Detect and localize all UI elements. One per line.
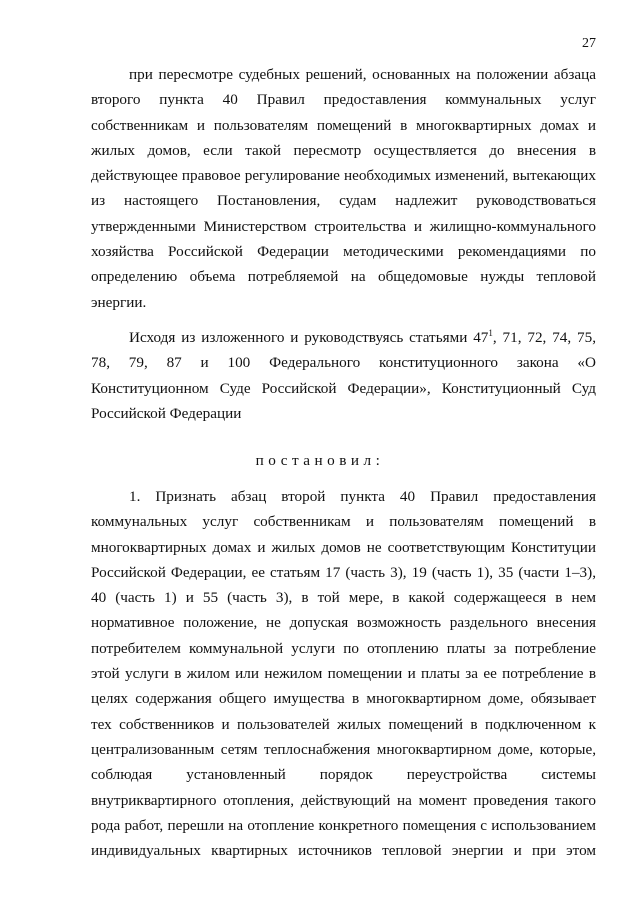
text-line: соблюдая установленный порядок переустройства системы — [91, 766, 596, 784]
text-line: коммунальных услуг собственникам и пользователям помещений в — [91, 513, 596, 531]
text-line: второго пункта 40 Правил предоставления коммунальных услуг — [91, 91, 596, 109]
text-line: Российской Федерации, ее статьям 17 (часть 3), 19 (часть 1), 35 (части 1–3), — [91, 563, 596, 581]
superscript: 1 — [488, 328, 493, 338]
text-line: 78, 79, 87 и 100 Федерального конституционного закона «О — [91, 354, 596, 372]
text-line: рода работ, перешли на отопление конкретного помещения с использованием — [91, 816, 596, 834]
text-line: тех собственников и пользователей жилых помещений в подключенном к — [91, 715, 596, 733]
text-line: Российской Федерации — [91, 404, 242, 422]
text-line: внутриквартирного отопления, действующий на момент проведения такого — [91, 791, 596, 809]
page-number: 27 — [582, 36, 596, 51]
text-fragment: Исходя из изложенного и руководствуясь статьями 47 — [129, 329, 489, 346]
text-line: этой услуги в жилом или нежилом помещении и платы за ее потребление в — [91, 665, 596, 683]
text-line: 40 (часть 1) и 55 (часть 3), в той мере, в какой содержащееся в нем — [91, 589, 596, 607]
text-line: Конституционном Суде Российской Федерации», Конституционный Суд — [91, 379, 596, 397]
text-line: целях содержания общего имущества в многоквартирном доме, обязывает — [91, 690, 596, 708]
text-line: из настоящего Постановления, судам надлежит руководствоваться — [91, 192, 596, 210]
text-line: собственникам и пользователям помещений в многоквартирных домах и — [91, 116, 596, 134]
text-line: потребителем коммунальной услуги по отоплению платы за потребление — [91, 639, 596, 657]
text-line-with-superscript — [91, 325, 596, 350]
text-line: при пересмотре судебных решений, основанных на положении абзаца — [129, 66, 596, 83]
text-line: энергии. — [91, 293, 147, 311]
text-line: централизованным сетям теплоснабжения многоквартирном доме, которые, — [91, 740, 596, 758]
text-line: определению объема потребляемой на общедомовые нужды тепловой — [91, 268, 596, 286]
text-line: нормативное положение, не допуская возможность раздельного внесения — [91, 614, 596, 632]
text-line: индивидуальных квартирных источников тепловой энергии и при этом — [91, 842, 596, 860]
text-line: 1. Признать абзац второй пункта 40 Правил предоставления — [129, 488, 596, 505]
paragraph-resolution-item-1 — [91, 484, 596, 863]
text-line: хозяйства Российской Федерации методическими рекомендациями по — [91, 243, 596, 261]
resolution-heading: постановил: — [255, 452, 385, 469]
text-line: жилых домов, если такой пересмотр осуществляется до внесения в — [91, 141, 596, 159]
text-line: многоквартирных домах и жилых домов не соответствующим Конституции — [91, 538, 596, 556]
paragraph-continuation — [91, 62, 596, 315]
paragraph-basis — [91, 325, 596, 426]
text-fragment: , 71, 72, 74, 75, — [492, 329, 596, 346]
text-line: действующее правовое регулирование необходимых изменений, вытекающих — [91, 167, 596, 185]
text-line: утвержденными Министерством строительства и жилищно-коммунального — [91, 217, 596, 235]
